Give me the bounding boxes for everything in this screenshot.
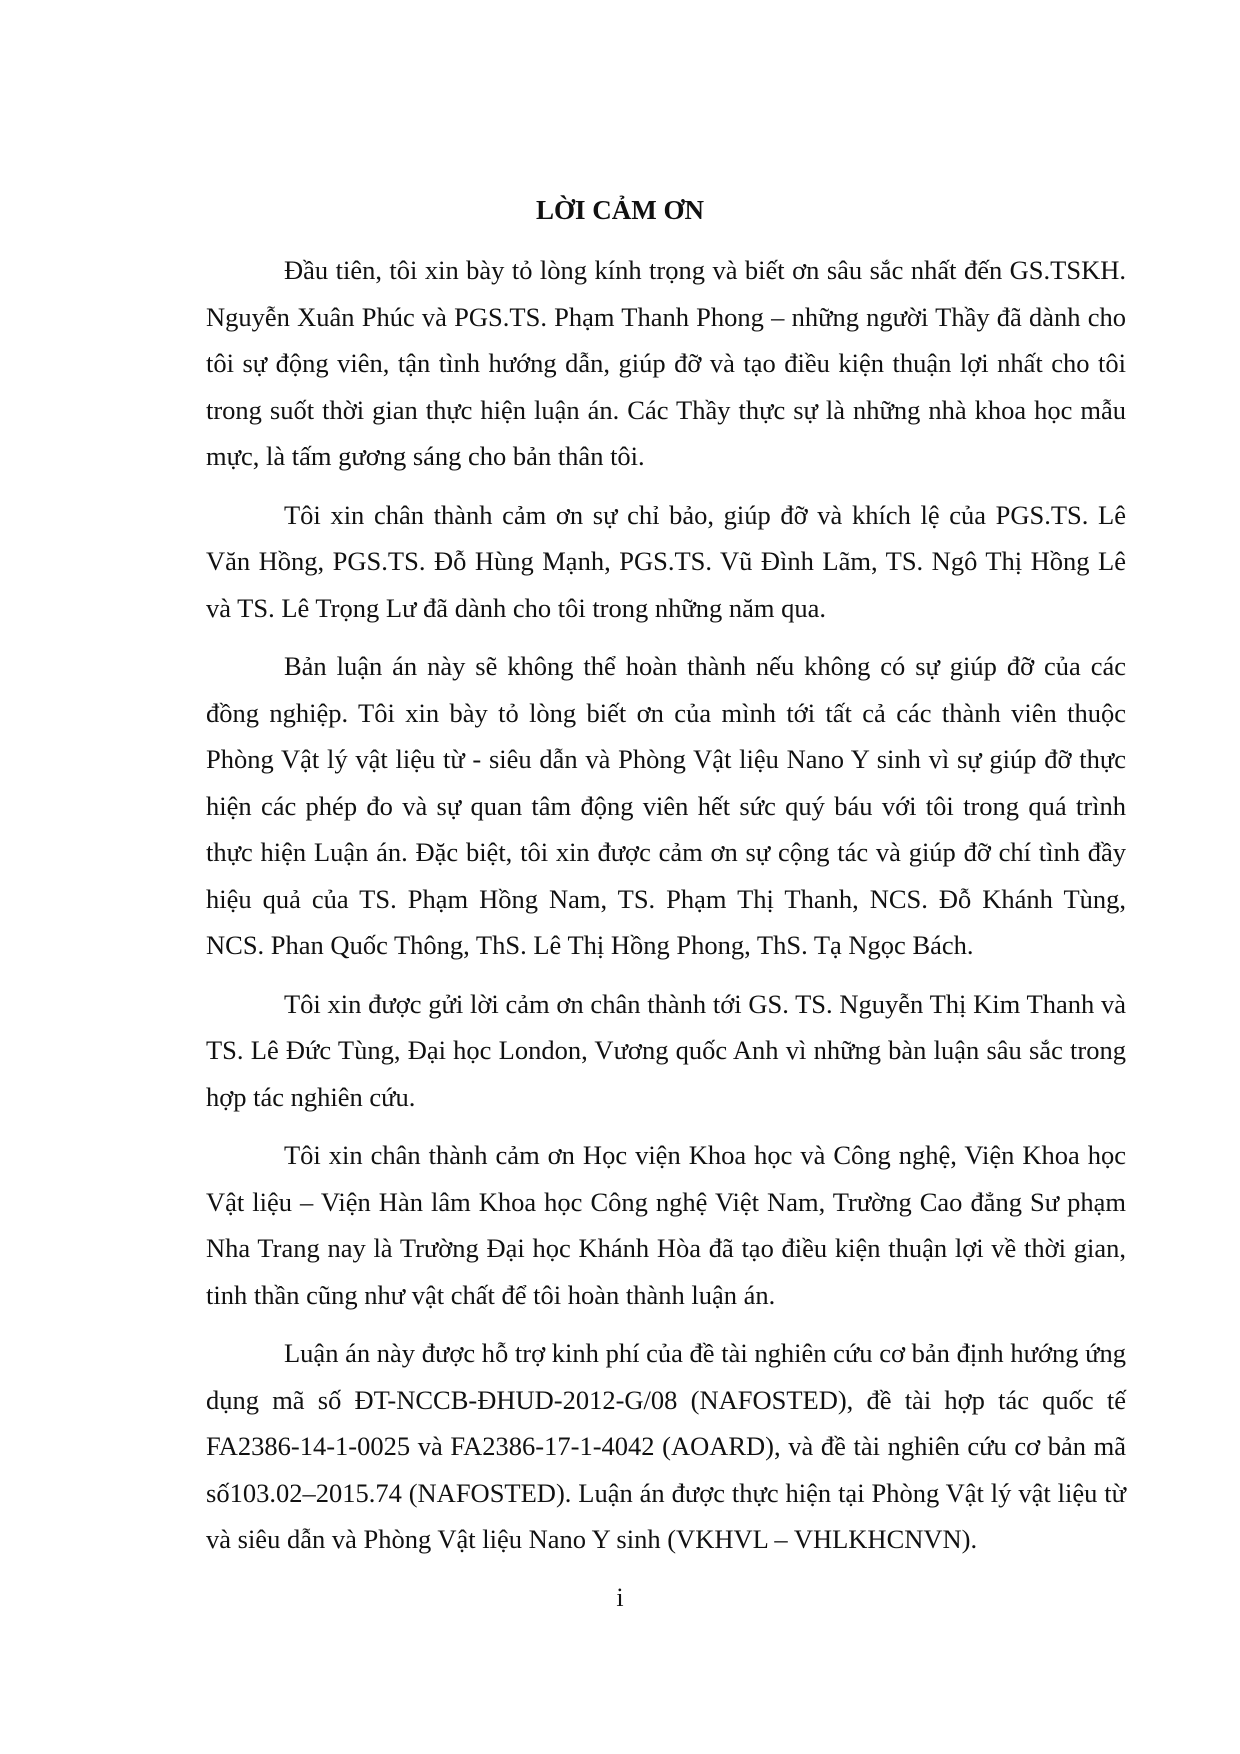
page-title: LỜI CẢM ƠN bbox=[536, 195, 704, 225]
paragraph-5: Tôi xin chân thành cảm ơn Học viện Khoa học và Công nghệ, Viện Khoa học Vật liệu – Viện Hàn lâm Khoa học Công nghệ Việt Nam, Trường Cao đẳng Sư phạm Nha Trang nay là Trường Đại học Khánh Hòa đã tạo điều kiện thuận lợi về thời gian, tinh thần cũng như vật chất để tôi hoàn thành luận án. bbox=[206, 1140, 1126, 1310]
page-number: i bbox=[616, 1583, 624, 1612]
paragraph-1: Đầu tiên, tôi xin bày tỏ lòng kính trọng và biết ơn sâu sắc nhất đến GS.TSKH. Nguyễn Xuân Phúc và PGS.TS. Phạm Thanh Phong – những người Thầy đã dành cho tôi sự động viên, tận tình hướng dẫn, giúp đỡ và tạo điều kiện thuận lợi nhất cho tôi trong suốt thời gian thực hiện luận án. Các Thầy thực sự là những nhà khoa học mẫu mực, là tấm gương sáng cho bản thân tôi. bbox=[206, 255, 1126, 471]
paragraph-4: Tôi xin được gửi lời cảm ơn chân thành tới GS. TS. Nguyễn Thị Kim Thanh và TS. Lê Đức Tùng, Đại học London, Vương quốc Anh vì những bàn luận sâu sắc trong hợp tác nghiên cứu. bbox=[206, 988, 1126, 1112]
paragraph-3: Bản luận án này sẽ không thể hoàn thành nếu không có sự giúp đỡ của các đồng nghiệp. Tôi xin bày tỏ lòng biết ơn của mình tới tất cả các thành viên thuộc Phòng Vật lý vật liệu từ - siêu dẫn và Phòng Vật liệu Nano Y sinh vì sự giúp đỡ thực hiện các phép đo và sự quan tâm động viên hết sức quý báu với tôi trong quá trình thực hiện Luận án. Đặc biệt, tôi xin được cảm ơn sự cộng tác và giúp đỡ chí tình đầy hiệu quả của TS. Phạm Hồng Nam, TS. Phạm Thị Thanh, NCS. Đỗ Khánh Tùng, NCS. Phan Quốc Thông, ThS. Lê Thị Hồng Phong, ThS. Tạ Ngọc Bách. bbox=[206, 651, 1126, 960]
paragraph-6: Luận án này được hỗ trợ kinh phí của đề tài nghiên cứu cơ bản định hướng ứng dụng mã số ĐT-NCCB-ĐHUD-2012-G/08 (NAFOSTED), đề tài hợp tác quốc tế FA2386-14-1-0025 và FA2386-17-1-4042 (AOARD), và đề tài nghiên cứu cơ bản mã số103.02–2015.74 (NAFOSTED). Luận án được thực hiện tại Phòng Vật lý vật liệu từ và siêu dẫn và Phòng Vật liệu Nano Y sinh (VKHVL – VHLKHCNVN). bbox=[206, 1338, 1126, 1554]
acknowledgement-body bbox=[206, 247, 1126, 1575]
paragraph-2: Tôi xin chân thành cảm ơn sự chỉ bảo, giúp đỡ và khích lệ của PGS.TS. Lê Văn Hồng, PGS.TS. Đỗ Hùng Mạnh, PGS.TS. Vũ Đình Lãm, TS. Ngô Thị Hồng Lê và TS. Lê Trọng Lư đã dành cho tôi trong những năm qua. bbox=[206, 499, 1126, 623]
